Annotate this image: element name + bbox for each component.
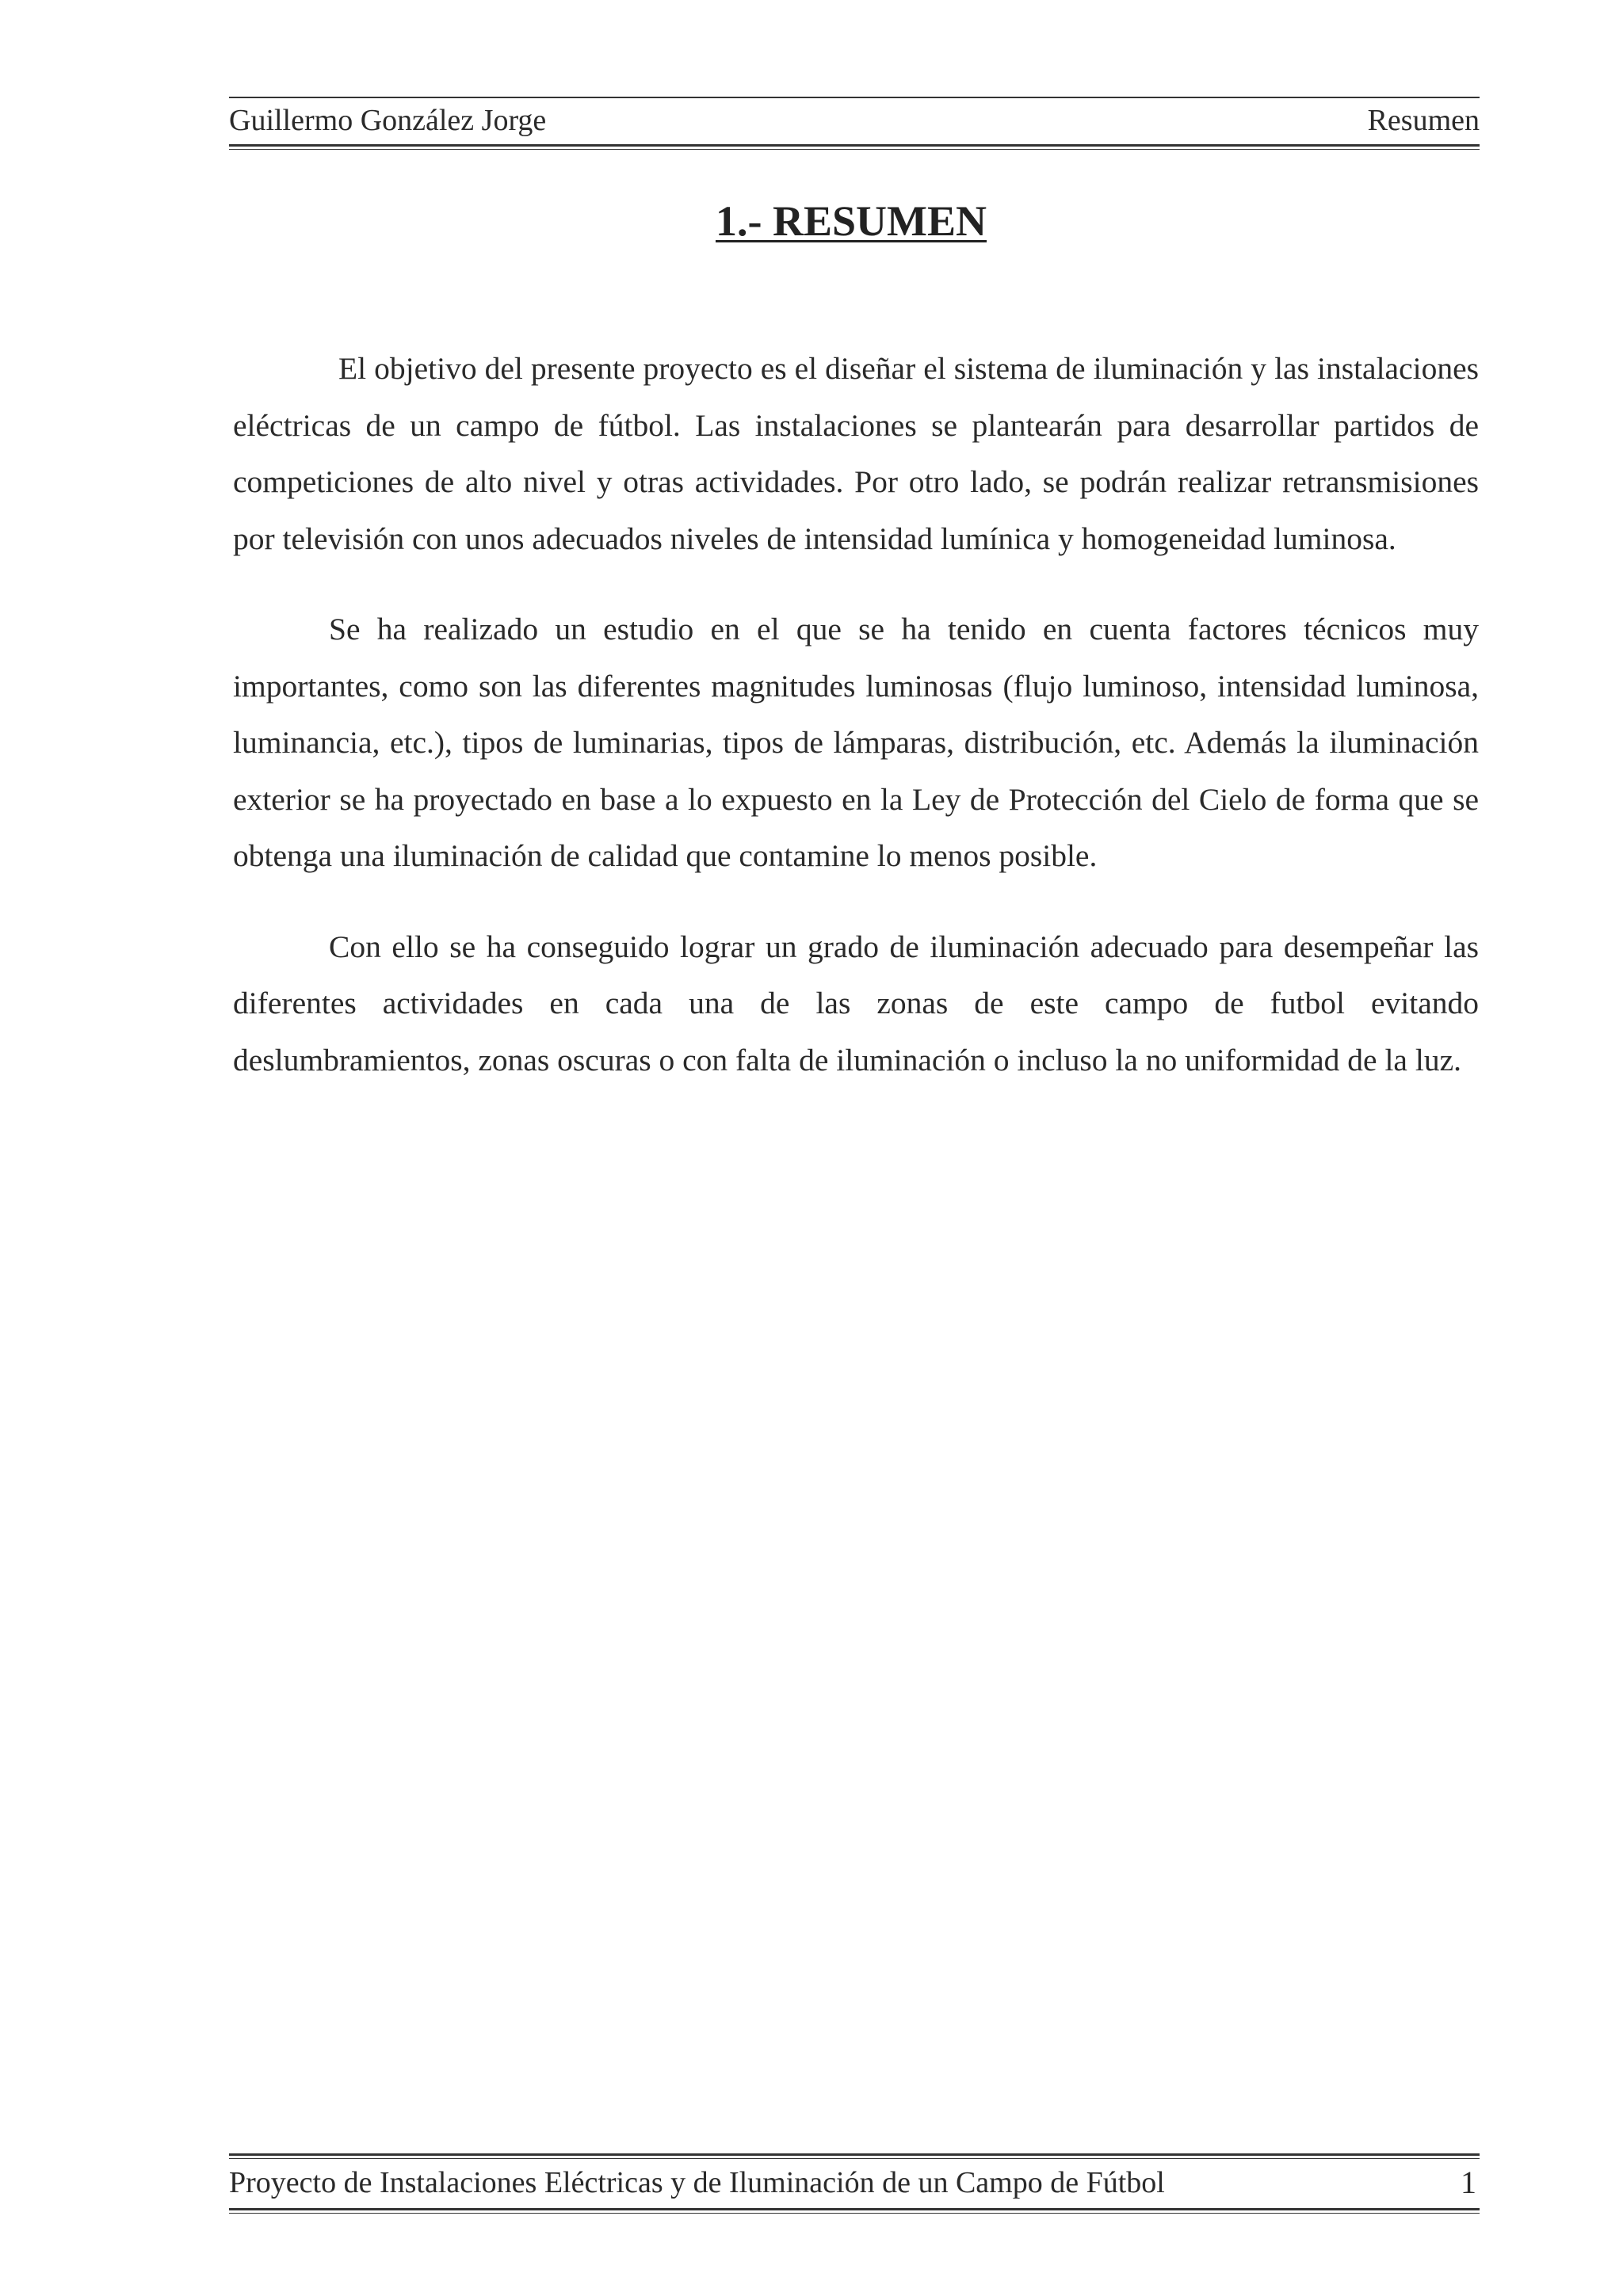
page-title: 1.- RESUMEN xyxy=(715,197,987,245)
header-section: Resumen xyxy=(1367,104,1480,137)
body-text xyxy=(233,341,1479,1123)
header-author: Guillermo González Jorge xyxy=(229,104,547,137)
footer-bottom-rule-thin xyxy=(229,2213,1480,2214)
paragraph-2: Se ha realizado un estudio en el que se ha tenido en cuenta factores técnicos muy importantes, como son las diferentes magnitudes luminosas (flujo luminoso, intensidad luminosa, luminancia, etc.), tipos de luminarias, tipos de lámparas, distribución, etc. Además la iluminación exterior se ha proyectado en base a lo expuesto en la Ley de Protección del Cielo de forma que se obtenga una iluminación de calidad que contamine lo menos posible. xyxy=(233,612,1479,873)
footer-row xyxy=(229,2159,1480,2208)
header-bottom-rule-thin xyxy=(229,149,1480,150)
header-bottom-rule xyxy=(229,144,1480,147)
page-header xyxy=(229,97,1480,150)
page-footer xyxy=(229,2153,1480,2214)
footer-project-title: Proyecto de Instalaciones Eléctricas y de Iluminación de un Campo de Fútbol xyxy=(229,2166,1165,2199)
footer-bottom-rule xyxy=(229,2208,1480,2210)
paragraph-1: El objetivo del presente proyecto es el diseñar el sistema de iluminación y las instalaciones eléctricas de un campo de fútbol. Las instalaciones se plantearán para desarrollar partidos de competiciones de alto nivel y otras actividades. Por otro lado, se podrán realizar retransmisiones por televisión con unos adecuados niveles de intensidad lumínica y homogeneidad luminosa. xyxy=(233,351,1479,556)
footer-top-rule xyxy=(229,2153,1480,2156)
paragraph-3: Con ello se ha conseguido lograr un grado de iluminación adecuado para desempeñar las diferentes actividades en cada una de las zonas de este campo de futbol evitando deslumbramientos, zonas oscuras o con falta de iluminación o incluso la no uniformidad de la luz. xyxy=(233,929,1479,1077)
header-row xyxy=(229,98,1480,144)
page-number: 1 xyxy=(1461,2164,1476,2200)
